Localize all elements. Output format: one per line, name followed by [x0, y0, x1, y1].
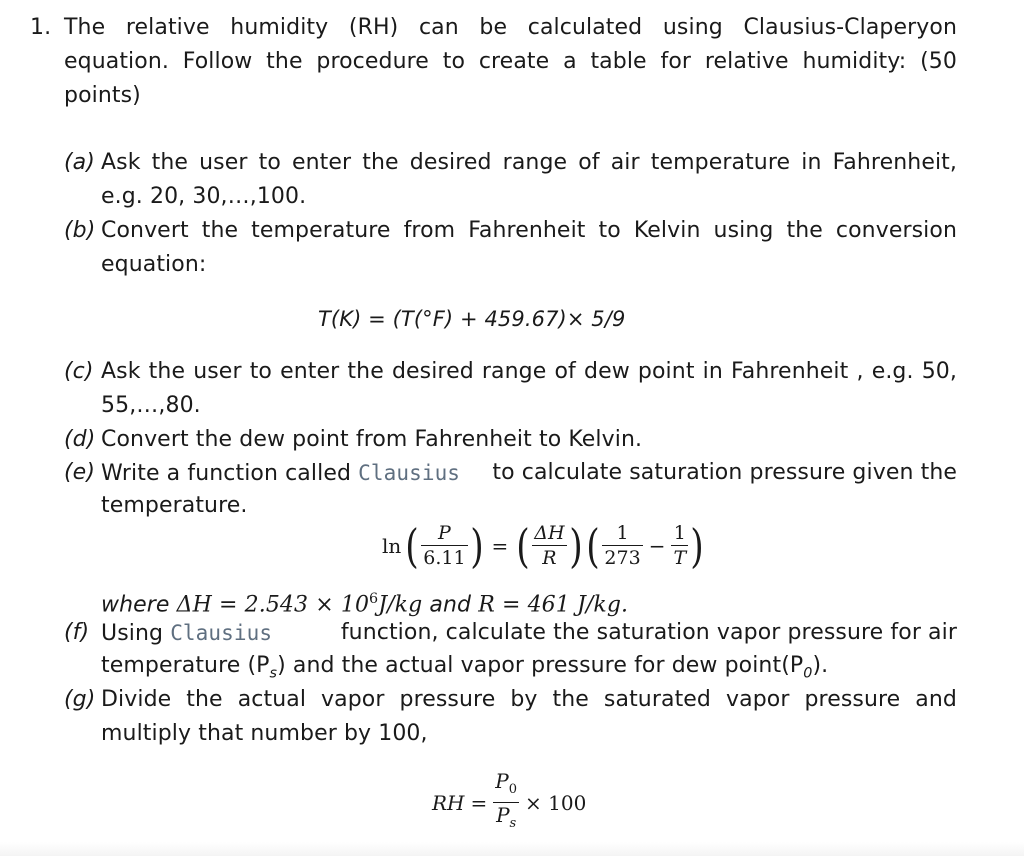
intro-line-3: points): [64, 83, 141, 108]
fraction-1-over-t: $\frac{1}{T}$: [673, 522, 687, 569]
step-e-text-after: to calculate saturation pressure given the: [492, 460, 957, 485]
step-a-line-2: e.g. 20, 30,…,100.: [101, 184, 307, 209]
step-d-line-1: Convert the dew point from Fahrenheit to Kelvin.: [101, 427, 643, 452]
step-f-line-1: [101, 618, 957, 649]
fraction-1-over-273: $\frac{1}{273}$: [604, 522, 641, 569]
step-g-marker: (g): [64, 687, 96, 712]
step-c-marker: (c): [64, 359, 94, 384]
step-c-line-2: 55,…,80.: [101, 393, 201, 418]
step-f-line-2: temperature $(P_s)$ and the actual vapor pressure for dew $point(P_0)$.: [101, 653, 829, 682]
step-e-marker: (e): [64, 460, 96, 485]
step-f-text-before: Using Clausius: [101, 621, 273, 646]
constants-line: where $\Delta H = 2.543 \times 10^6J/kg$ and R = 461 J/kg.: [101, 591, 629, 618]
ln-symbol: ln: [382, 533, 402, 558]
intro-line-2: equation. Follow the procedure to create a table for relative humidity: (50: [64, 49, 957, 74]
step-g-line-2: multiply that number by 100,: [101, 721, 428, 746]
clausius-function-name-2: Clausius: [170, 621, 273, 645]
fraction-p-over-611: $\frac{P}{6.11}$: [423, 522, 466, 569]
step-f-marker: (f): [64, 620, 90, 645]
fraction-p0-over-ps: $\frac{P_0}{P_s}$: [495, 769, 518, 831]
step-g-line-1: Divide the actual vapor pressure by the saturated vapor pressure and: [101, 687, 957, 712]
step-c-line-1: Ask the user to enter the desired range of dew point in Fahrenheit , e.g. 50,: [101, 359, 957, 384]
fraction-dh-over-r: $\frac{\Delta H}{R}$: [534, 522, 565, 569]
step-a-marker: (a): [64, 150, 95, 175]
step-b-line-2: equation:: [101, 252, 207, 277]
clausius-clapeyron-equation: ln( $\frac{P}{6.11}$ ) = ( $\frac{\Delta H}{R}$ )( $\frac{1}{273}$ − $\frac{1}{T}$ ): [382, 518, 704, 573]
rh-equation: RH = $\frac{P_0}{P_s}$ × 100: [432, 770, 592, 835]
step-f-text-after: function, calculate the saturation vapor pressure for air: [340, 620, 957, 645]
clausius-function-name: Clausius: [358, 461, 461, 485]
step-b-line-1: Convert the temperature from Fahrenheit to Kelvin using the conversion: [101, 218, 957, 243]
step-b-marker: (b): [64, 218, 96, 243]
question-number: 1.: [30, 15, 52, 40]
step-e-line-1: [101, 458, 957, 489]
delta-h-value: ΔH = 2.543 × 10: [176, 592, 370, 618]
step-e-line-2: temperature.: [101, 493, 248, 518]
r-value: R = 461: [478, 592, 577, 618]
step-e-text-before: Write a function called Clausius: [101, 461, 461, 486]
step-a-line-1: Ask the user to enter the desired range of air temperature in Fahrenheit,: [101, 150, 957, 175]
page-bottom-edge: [0, 842, 1024, 856]
conversion-equation: T(K) = (T(°F) + 459.67)× 5/9: [318, 307, 626, 331]
step-d-marker: (d): [64, 427, 96, 452]
intro-line-1: The relative humidity (RH) can be calculated using Clausius-Claperyon: [64, 15, 957, 40]
